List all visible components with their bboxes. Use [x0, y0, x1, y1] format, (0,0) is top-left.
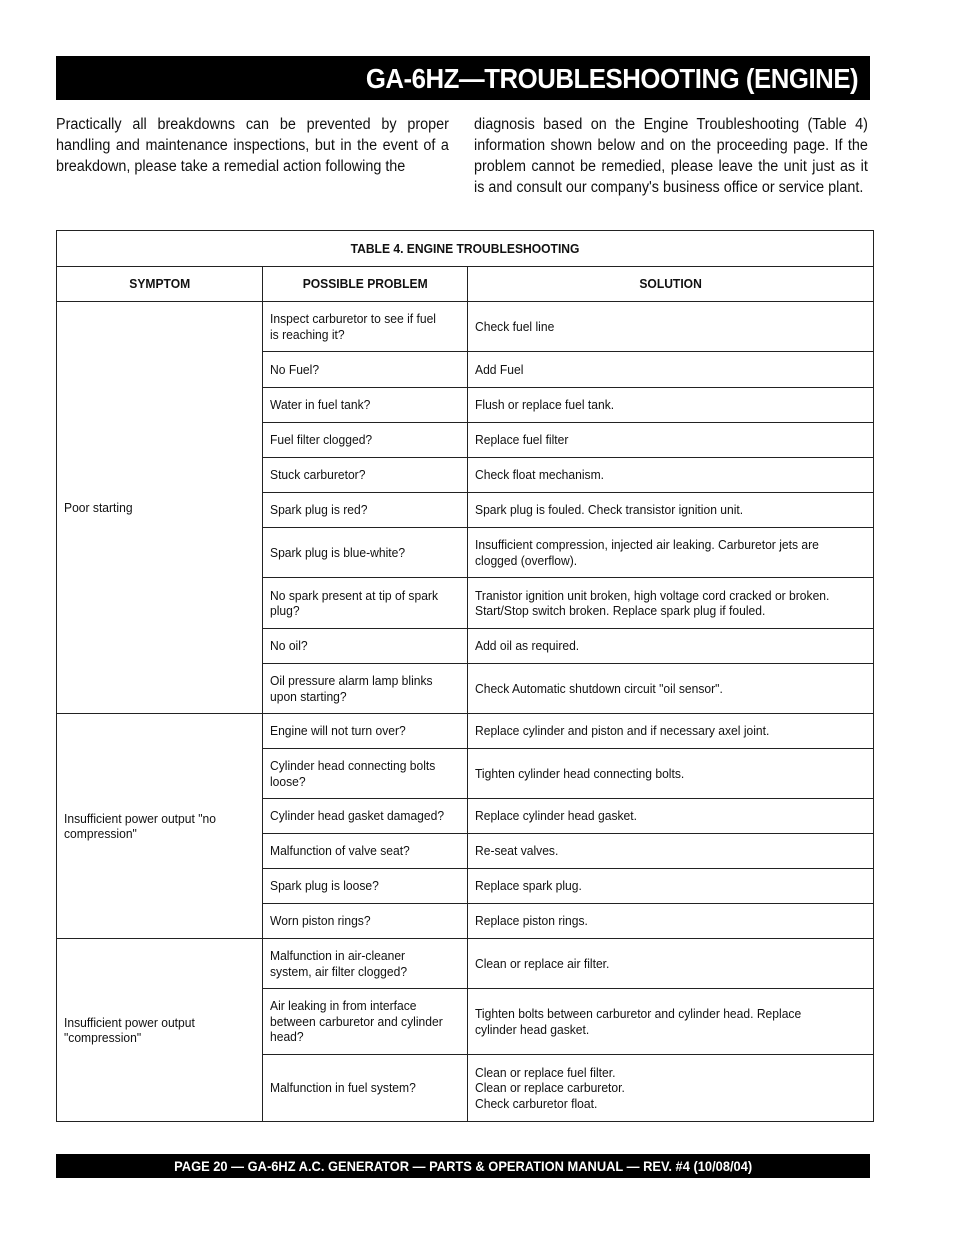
problem-cell	[263, 629, 468, 664]
column-header-solution	[468, 267, 874, 302]
solution-text: Re-seat valves.	[475, 843, 559, 859]
table-caption	[57, 231, 874, 267]
solution-text: Replace cylinder head gasket.	[475, 808, 637, 824]
problem-cell	[263, 388, 468, 423]
problem-text: Worn piston rings?	[270, 913, 371, 929]
solution-cell	[468, 749, 874, 799]
problem-text: No oil?	[270, 638, 308, 654]
problem-text: Spark plug is red?	[270, 502, 368, 518]
problem-cell	[263, 904, 468, 939]
problem-text: No Fuel?	[270, 361, 320, 377]
table-caption-text: TABLE 4. ENGINE TROUBLESHOOTING	[350, 240, 580, 256]
solution-cell	[468, 302, 874, 352]
column-header-problem-text: POSSIBLE PROBLEM	[302, 276, 428, 292]
troubleshooting-table	[56, 230, 874, 1122]
solution-text: Insufficient compression, injected air leaking. Carburetor jets are clogged (overflow).	[475, 537, 819, 568]
solution-cell	[468, 352, 874, 388]
problem-cell	[263, 1055, 468, 1122]
problem-cell	[263, 749, 468, 799]
problem-cell	[263, 939, 468, 989]
solution-text: Clean or replace air filter.	[475, 955, 610, 971]
solution-cell	[468, 493, 874, 528]
problem-text: Spark plug is loose?	[270, 878, 379, 894]
page-title: GA-6HZ—TROUBLESHOOTING (ENGINE)	[365, 63, 858, 94]
table-row	[57, 302, 874, 352]
problem-cell	[263, 799, 468, 834]
solution-cell	[468, 989, 874, 1055]
solution-cell	[468, 1055, 874, 1122]
symptom-cell	[57, 939, 263, 1122]
problem-text: Spark plug is blue-white?	[270, 544, 406, 560]
solution-text: Spark plug is fouled. Check transistor ignition unit.	[475, 502, 744, 518]
solution-cell	[468, 714, 874, 749]
problem-cell	[263, 578, 468, 629]
problem-text: Malfunction in fuel system?	[270, 1080, 416, 1096]
problem-cell	[263, 493, 468, 528]
problem-cell	[263, 989, 468, 1055]
solution-text: Add Fuel	[475, 361, 524, 377]
symptom-cell	[57, 302, 263, 714]
solution-text: Replace piston rings.	[475, 913, 588, 929]
solution-text: Tighten bolts between carburetor and cylinder head. Replace cylinder head gasket.	[475, 1006, 802, 1037]
problem-text: Stuck carburetor?	[270, 467, 366, 483]
solution-text: Tighten cylinder head connecting bolts.	[475, 765, 685, 781]
problem-text: Fuel filter clogged?	[270, 432, 373, 448]
column-header-problem	[263, 267, 468, 302]
problem-cell	[263, 458, 468, 493]
solution-text: Check fuel line	[475, 318, 555, 334]
solution-text: Add oil as required.	[475, 638, 580, 654]
problem-text: Inspect carburetor to see if fuel is reaching it?	[270, 311, 436, 342]
title-bar	[56, 56, 870, 100]
symptom-cell	[57, 714, 263, 939]
table-body	[57, 302, 874, 1122]
problem-text: Engine will not turn over?	[270, 723, 406, 739]
solution-cell	[468, 904, 874, 939]
solution-cell	[468, 834, 874, 869]
column-header-symptom-text: SYMPTOM	[129, 276, 190, 292]
solution-cell	[468, 528, 874, 578]
solution-cell	[468, 664, 874, 714]
problem-text: Cylinder head gasket damaged?	[270, 808, 445, 824]
solution-text: Tranistor ignition unit broken, high voltage cord cracked or broken. Start/Stop switch broken. Replace spark plug if fouled.	[475, 587, 830, 618]
footer-bar	[56, 1154, 870, 1178]
solution-text: Clean or replace fuel filter. Clean or replace carburetor. Check carburetor float.	[475, 1064, 625, 1111]
problem-text: Cylinder head connecting bolts loose?	[270, 758, 436, 789]
solution-text: Check float mechanism.	[475, 467, 605, 483]
symptom-text: Poor starting	[64, 499, 133, 515]
intro-right-column: diagnosis based on the Engine Troubleshooting (Table 4) information shown below and on the proceeding page. If the problem cannot be remedied, please leave the unit just as it is and consult our company's business office or service plant.	[474, 116, 868, 196]
problem-cell	[263, 528, 468, 578]
problem-text: No spark present at tip of spark plug?	[270, 587, 439, 618]
problem-text: Oil pressure alarm lamp blinks upon starting?	[270, 673, 433, 704]
solution-cell	[468, 423, 874, 458]
solution-text: Flush or replace fuel tank.	[475, 397, 615, 413]
solution-cell	[468, 799, 874, 834]
solution-text: Replace cylinder and piston and if necessary axel joint.	[475, 723, 770, 739]
solution-cell	[468, 388, 874, 423]
solution-text: Replace fuel filter	[475, 432, 569, 448]
intro-left-column: Practically all breakdowns can be prevented by proper handling and maintenance inspections, but in the event of a breakdown, please take a remedial action following the	[56, 116, 449, 175]
problem-cell	[263, 352, 468, 388]
problem-text: Malfunction of valve seat?	[270, 843, 410, 859]
problem-cell	[263, 714, 468, 749]
solution-cell	[468, 939, 874, 989]
solution-text: Check Automatic shutdown circuit "oil sensor".	[475, 680, 723, 696]
problem-cell	[263, 664, 468, 714]
table-row	[57, 714, 874, 749]
problem-text: Malfunction in air-cleaner system, air filter clogged?	[270, 948, 408, 979]
problem-text: Air leaking in from interface between carburetor and cylinder head?	[270, 998, 443, 1045]
problem-cell	[263, 869, 468, 904]
solution-cell	[468, 869, 874, 904]
symptom-text: Insufficient power output "no compression"	[64, 810, 216, 841]
footer-text: PAGE 20 — GA-6HZ A.C. GENERATOR — PARTS & OPERATION MANUAL — REV. #4 (10/08/04)	[173, 1158, 753, 1174]
solution-cell	[468, 578, 874, 629]
problem-cell	[263, 834, 468, 869]
solution-cell	[468, 629, 874, 664]
symptom-text: Insufficient power output "compression"	[64, 1014, 195, 1045]
solution-cell	[468, 458, 874, 493]
column-header-symptom	[57, 267, 263, 302]
problem-cell	[263, 302, 468, 352]
solution-text: Replace spark plug.	[475, 878, 582, 894]
problem-cell	[263, 423, 468, 458]
column-header-solution-text: SOLUTION	[639, 276, 702, 292]
problem-text: Water in fuel tank?	[270, 397, 371, 413]
table-row	[57, 939, 874, 989]
